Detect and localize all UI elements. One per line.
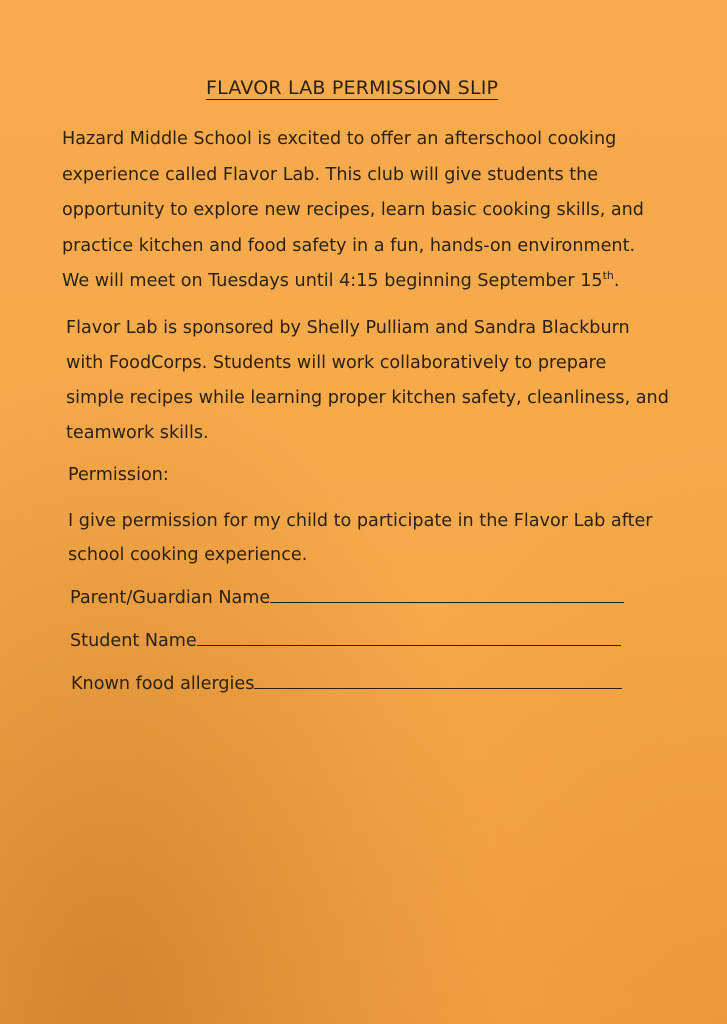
student-name-field [70, 631, 621, 651]
text-line: practice kitchen and food safety in a fun, hands-on environment. [62, 235, 636, 256]
text-line: opportunity to explore new recipes, learn basic cooking skills, and [62, 200, 644, 220]
allergies-blank[interactable] [254, 674, 622, 689]
text-line: teamwork skills. [66, 423, 209, 443]
intro-paragraph [62, 122, 644, 300]
allergies-field [71, 674, 622, 694]
text-line: I give permission for my child to participate in the Flavor Lab after [68, 511, 653, 531]
allergies-label: Known food allergies [71, 674, 255, 694]
text-line: simple recipes while learning proper kitchen safety, cleanliness, and [66, 388, 669, 408]
sponsor-paragraph [66, 311, 669, 451]
text-line: Hazard Middle School is excited to offer an afterschool cooking [62, 129, 617, 149]
student-name-label: Student Name [70, 631, 197, 651]
ordinal-suffix: th [602, 269, 614, 283]
parent-name-field [70, 588, 624, 608]
parent-name-blank[interactable] [270, 588, 624, 603]
text-line: experience called Flavor Lab. This club will give students the [62, 164, 599, 185]
meeting-line [62, 264, 644, 300]
text-line: school cooking experience. [68, 545, 308, 565]
meeting-text: We will meet on Tuesdays until 4:15 beginning September 15 [62, 271, 603, 291]
text-line: Flavor Lab is sponsored by Shelly Pulliam and Sandra Blackburn [66, 318, 630, 338]
page-title: FLAVOR LAB PERMISSION SLIP [206, 77, 499, 99]
parent-name-label: Parent/Guardian Name [70, 588, 271, 608]
permission-heading: Permission: [68, 465, 169, 485]
text-line: with FoodCorps. Students will work collaboratively to prepare [66, 353, 607, 373]
student-name-blank[interactable] [197, 631, 621, 646]
meeting-period: . [613, 271, 620, 291]
permission-statement [68, 504, 653, 572]
